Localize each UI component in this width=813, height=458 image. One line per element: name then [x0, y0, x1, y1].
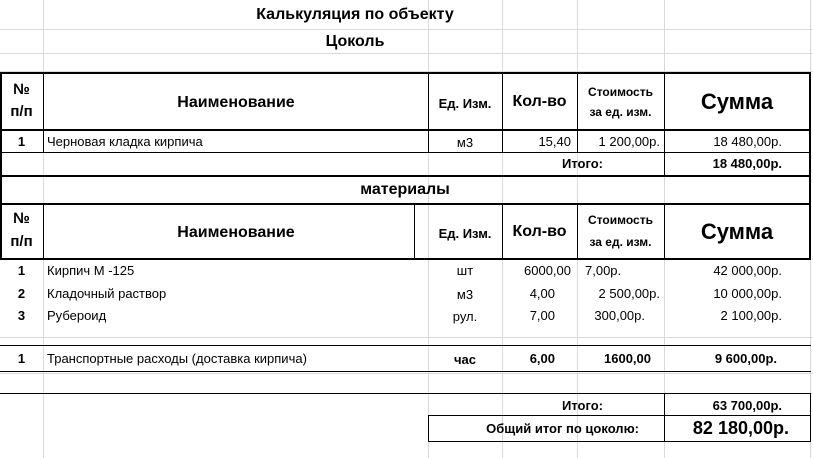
row-unit: рул.: [452, 309, 478, 324]
col-header-num-line2: п/п: [10, 103, 33, 120]
row-unit: м3: [456, 287, 474, 302]
materials-title: материалы: [360, 181, 450, 198]
row-name: Транспортные расходы (доставка кирпича): [47, 351, 307, 366]
row-num: 3: [17, 308, 26, 323]
row-sum: 42 000,00р.: [713, 263, 782, 278]
row-qty: 15,40: [538, 134, 571, 149]
col-header-price-line1: Стоимость: [588, 213, 653, 227]
row-num: 1: [17, 351, 26, 366]
row-qty: 6,00: [529, 351, 555, 366]
col-header-qty: Кол-во: [512, 223, 567, 240]
row-sum: 18 480,00р.: [713, 134, 782, 149]
col-header-name: Наименование: [177, 94, 295, 111]
col-header-num-line1: №: [13, 81, 30, 98]
row-sum: 10 000,00р.: [713, 286, 782, 301]
col-header-sum: Сумма: [700, 219, 774, 244]
works-total-value: 18 480,00р.: [712, 156, 782, 171]
row-name: Рубероид: [47, 308, 107, 323]
col-header-unit: Ед. Изм.: [438, 96, 492, 111]
grand-total-value: 82 180,00р.: [692, 418, 789, 438]
col-header-price-line2: за ед. изм.: [589, 235, 652, 249]
section-subtitle: Цоколь: [325, 33, 385, 50]
summary-total-value: 63 700,00р.: [712, 398, 782, 413]
row-name: Кирпич М -125: [47, 263, 135, 278]
row-sum: 9 600,00р.: [714, 351, 777, 366]
summary-total-label: Итого:: [562, 398, 603, 413]
row-sum: 2 100,00р.: [720, 308, 782, 323]
row-num: 1: [17, 134, 26, 149]
col-header-price-line2: за ед. изм.: [589, 105, 652, 119]
row-unit: м3: [456, 135, 474, 150]
page-title: Калькуляция по объекту: [256, 6, 454, 23]
row-name: Черновая кладка кирпича: [47, 134, 203, 149]
works-total-label: Итого:: [562, 156, 603, 171]
row-price: 1600,00: [604, 351, 651, 366]
row-price: 300,00р.: [594, 308, 645, 323]
row-price: 7,00р.: [585, 263, 622, 278]
row-unit: шт: [456, 263, 474, 278]
row-num: 2: [17, 286, 26, 301]
col-header-num-line1: №: [13, 210, 30, 227]
row-qty: 6000,00: [524, 263, 571, 278]
col-header-name: Наименование: [177, 224, 295, 241]
row-num: 1: [17, 263, 26, 278]
row-qty: 4,00: [529, 286, 555, 301]
row-price: 2 500,00р.: [598, 286, 660, 301]
col-header-sum: Сумма: [700, 89, 774, 114]
row-unit: час: [453, 352, 476, 367]
row-qty: 7,00: [529, 308, 555, 323]
col-header-price-line1: Стоимость: [588, 85, 653, 99]
row-price: 1 200,00р.: [598, 134, 660, 149]
grand-total-label: Общий итог по цоколю:: [486, 421, 639, 436]
col-header-num-line2: п/п: [10, 233, 33, 250]
col-header-unit: Ед. Изм.: [438, 226, 492, 241]
row-name: Кладочный раствор: [47, 286, 167, 301]
col-header-qty: Кол-во: [512, 93, 567, 110]
